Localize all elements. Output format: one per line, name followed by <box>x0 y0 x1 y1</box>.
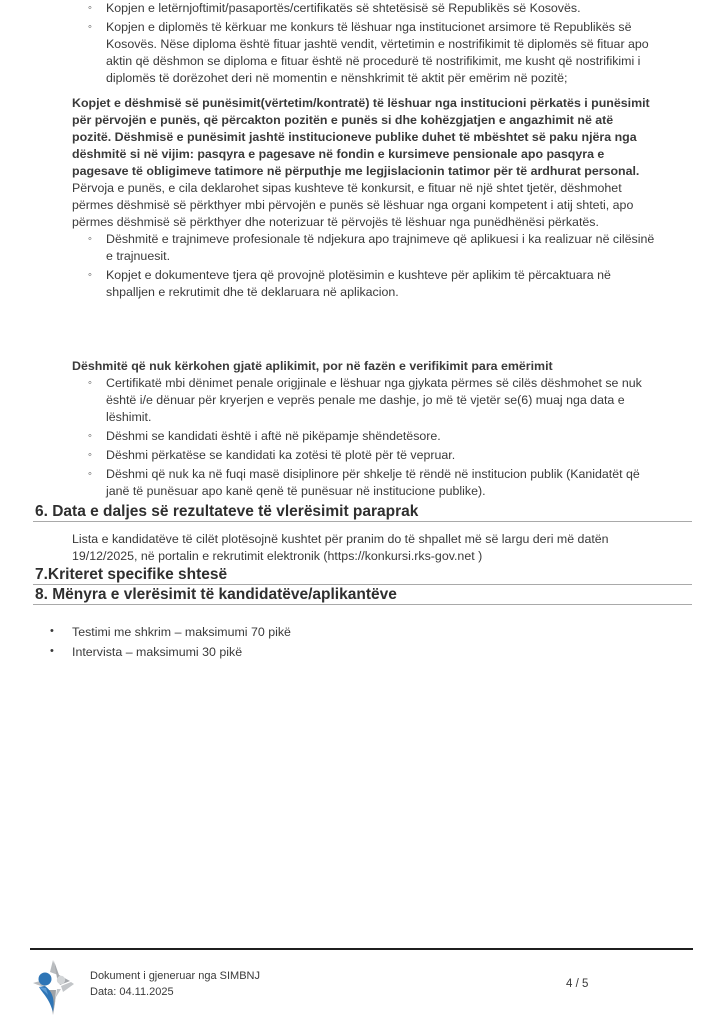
list-item <box>88 375 655 426</box>
circle-bullet-icon: ◦ <box>88 449 92 461</box>
list-item <box>88 447 655 464</box>
employment-paragraph <box>72 95 655 231</box>
circle-bullet-icon: ◦ <box>88 269 92 281</box>
section-8-title: 8. Mënyra e vlerësimit të kandidatëve/aplikantëve <box>35 586 397 603</box>
list-item-text: Dëshmi që nuk ka në fuqi masë disiplinore për shkelje të rëndë në institucion publik (Kanidatët që janë të punësuar apo kanë qenë të punësuar në institucione publike). <box>106 467 640 498</box>
list-item <box>50 624 655 641</box>
list-item <box>88 231 655 265</box>
employment-paragraph-normal: Përvoja e punës, e cila deklarohet sipas kushteve të konkursit, e fituar në një shtet tjetër, dëshmohet përmes dëshmisë së përkthyer mbi përvojën e punës së lëshuar nga organi kompetent i atij shteti, apo përmes dëshmisë së përkthyer dhe noterizuar të përvojës të lëshuar nga punëdhënësi përkatës. <box>72 181 634 229</box>
list-item-text: Kopjen e diplomës të kërkuar me konkurs të lëshuar nga institucionet arsimore të Republikës së Kosovës. Nëse diploma është fituar jashtë vendit, vërtetimin e nostrifikimit të diplomës së fituar apo aktin që dëshmon se diploma e fituar është në procedurë të nostrifikimit, me kusht që nostrifikimi i diplomës të dorëzohet deri në momentin e nënshkrimit të aktit për emërim në pozitë; <box>106 20 649 85</box>
employment-paragraph-bold: Kopjet e dëshmisë së punësimit(vërtetim/kontratë) të lëshuar nga institucioni përkatës i punësimit për përvojën e punës, që përcakton pozitën e punës si dhe kohëzgjatjen e angazhimit në atë pozitë. Dëshmisë e punësimit jashtë institucioneve publike duhet të mbështet së paku njëra nga dëshmitë si në vijim: pasqyra e pagesave në fondin e kursimeve pensionale apo pasqyra e pagesave të obligimeve tatimore në përputhje me legjislacionin tatimor për të ardhurat personal. <box>72 96 650 178</box>
list-item-text: Kopjet e dokumenteve tjera që provojnë plotësimin e kushteve për aplikim të përcaktuara në shpalljen e rekrutimit dhe të deklaruara në aplikacion. <box>106 268 611 299</box>
list-item <box>88 19 655 87</box>
list-item <box>88 428 655 445</box>
footer-date: Data: 04.11.2025 <box>90 985 174 998</box>
section-7-title: 7.Kriteret specifike shtesë <box>35 566 228 583</box>
footer-text <box>90 969 260 1000</box>
list-item <box>88 466 655 500</box>
list-item-text: Kopjen e letërnjoftimit/pasaportës/certifikatës së shtetësisë së Republikës së Kosovës. <box>106 1 581 15</box>
list-item <box>88 0 655 17</box>
list-item-text: Certifikatë mbi dënimet penale origjinale e lëshuar nga gjykata përmes së cilës dëshmohet se nuk është i/e dënuar për kryerjen e veprës penale me dashje, jo më të vjetër se(6) muaj nga data e lëshimit. <box>106 376 642 424</box>
section-divider <box>33 521 692 522</box>
footer-generated-by: Dokument i gjeneruar nga SIMBNJ <box>90 970 260 982</box>
list-item <box>88 267 655 301</box>
simbnj-logo <box>30 959 78 1022</box>
circle-bullet-icon: ◦ <box>88 377 92 389</box>
circle-bullet-icon: ◦ <box>88 468 92 480</box>
circle-bullet-icon: ◦ <box>88 233 92 245</box>
evidence-list <box>0 231 725 301</box>
evaluation-list <box>0 624 655 661</box>
circle-bullet-icon: ◦ <box>88 2 92 14</box>
circle-bullet-icon: ◦ <box>88 21 92 33</box>
page-number: 4 / 5 <box>566 978 589 990</box>
section-6-paragraph: Lista e kandidatëve të cilët plotësojnë kushtet për pranim do të shpallet më së largu deri më datën 19/12/2025, në portalin e rekrutimit elektronik (https://konkursi.rks-gov.net ) <box>72 532 609 563</box>
dot-bullet-icon: • <box>50 645 54 657</box>
list-item-text: Dëshmitë e trajnimeve profesionale të ndjekura apo trajnimeve që aplikuesi i ka realizuar në cilësinë e trajnuesit. <box>106 232 655 263</box>
section-6-title: 6. Data e daljes së rezultateve të vlerësimit paraprak <box>35 503 419 520</box>
section-divider <box>33 604 692 605</box>
verification-list <box>0 375 725 500</box>
list-item-text: Dëshmi se kandidati është i aftë në pikëpamje shëndetësore. <box>106 429 441 443</box>
list-item-text: Intervista – maksimumi 30 pikë <box>72 645 243 659</box>
footer-rule <box>30 948 693 950</box>
list-item-text: Testimi me shkrim – maksimumi 70 pikë <box>72 625 291 639</box>
verification-heading: Dëshmitë që nuk kërkohen gjatë aplikimit, por në fazën e verifikimit para emërimit <box>72 359 553 373</box>
dot-bullet-icon: • <box>50 625 54 637</box>
list-item-text: Dëshmi përkatëse se kandidati ka zotësi të plotë për të vepruar. <box>106 448 456 462</box>
circle-bullet-icon: ◦ <box>88 430 92 442</box>
simbnj-logo-icon <box>30 959 78 1017</box>
list-item <box>50 644 655 661</box>
requirements-list <box>0 0 725 87</box>
